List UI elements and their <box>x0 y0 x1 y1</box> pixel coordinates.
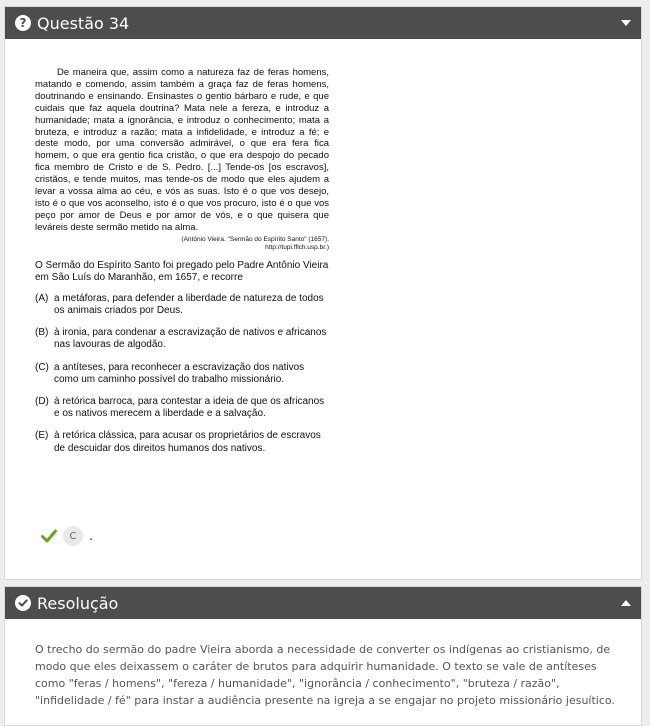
answer-row <box>41 526 93 546</box>
question-scan <box>35 67 329 465</box>
check-circle-icon <box>15 595 31 611</box>
question-circle-icon: ? <box>15 15 31 31</box>
options-list <box>35 293 329 455</box>
question-panel <box>4 6 642 580</box>
resolution-header[interactable] <box>5 587 641 619</box>
passage-text: De maneira que, assim como a natureza faz de feras homens, matando e comendo, assim também a graça faz de feras homens, doutrinando e ensinando. Ensinastes o gentio bárbaro e rude, e que cuidais que faz aquela doutrina? Mata nele a fereza, e introduz a humanidade; mata a ignorância, e introduz o conhecimento; mata a bruteza, e introduz a razão; mata a infidelidade, e introduz a fé; e deste modo, por uma conversão admirável, o que era fera fica homem, o que era gentio fica cristão, o que era despojo do pecado fica membro de Cristo e de S. Pedro. [...] Tende-os [os escravos], cristãos, e tende muitos, mas tende-os de modo que eles ajudem a levar a vossa alma ao céu, e vós as suas. Isto é o que vos desejo, isto é o que vos aconselho, isto é o que vos procuro, isto é o que vos peço por amor de Deus e por amor de vós, e o que quisera que leváreis deste sermão metido na alma. <box>35 67 329 233</box>
option-b[interactable] <box>35 327 329 351</box>
option-d[interactable] <box>35 396 329 420</box>
caret-up-icon[interactable] <box>621 600 631 606</box>
resolution-title: Resolução <box>37 593 119 613</box>
check-icon <box>41 528 57 544</box>
resolution-text: O trecho do sermão do padre Vieira aborda a necessidade de converter os indígenas ao cristianismo, de modo que eles deixassem o caráter de brutos para adquirir humanidade. O texto se vale de antíteses como "feras / homens", "fereza / humanidade", "ignorância / conhecimento", "bruteza / razão", "infidelidade / fé" para instar a audiência presente na igreja a se engajar no projeto missionário jesuítico. <box>35 643 615 707</box>
question-header[interactable] <box>5 7 641 39</box>
option-text: à retórica barroca, para contestar a ideia de que os africanos e os nativos merecem a liberdade e a salvação. <box>54 395 325 420</box>
option-letter: (A) <box>35 292 49 304</box>
passage-source <box>35 236 329 252</box>
caret-down-icon[interactable] <box>621 20 631 26</box>
question-title: Questão 34 <box>37 13 130 33</box>
option-e[interactable] <box>35 430 329 454</box>
option-text: a metáforas, para defender a liberdade de natureza de todos os animais criados por Deus. <box>54 292 324 316</box>
resolution-panel <box>4 586 642 726</box>
option-letter: (B) <box>35 327 49 339</box>
option-text: à retórica clássica, para acusar os proprietários de escravos de descuidar dos direitos humanos dos nativos. <box>54 430 321 454</box>
option-text: a antíteses, para reconhecer a escravização dos nativos como um caminho possível do trabalho missionário. <box>54 361 305 385</box>
source-citation: (Antônio Vieira. "Sermão do Espírito Santo" (1657). <box>181 235 329 243</box>
source-url: http://tupi.fflch.usp.br.) <box>265 243 329 251</box>
option-c[interactable] <box>35 362 329 386</box>
option-letter: (D) <box>35 395 49 407</box>
option-letter: (C) <box>35 361 49 373</box>
option-letter: (E) <box>35 430 49 442</box>
question-prompt: O Sermão do Espírito Santo foi pregado pelo Padre Antônio Vieira em São Luís do Maranhão, em 1657, e recorre <box>35 259 329 284</box>
option-a[interactable] <box>35 293 329 317</box>
answer-badge: C <box>63 526 83 546</box>
answer-suffix: . <box>89 528 94 544</box>
option-text: à ironia, para condenar a escravização de nativos e africanos nas lavouras de algodão. <box>54 327 327 351</box>
